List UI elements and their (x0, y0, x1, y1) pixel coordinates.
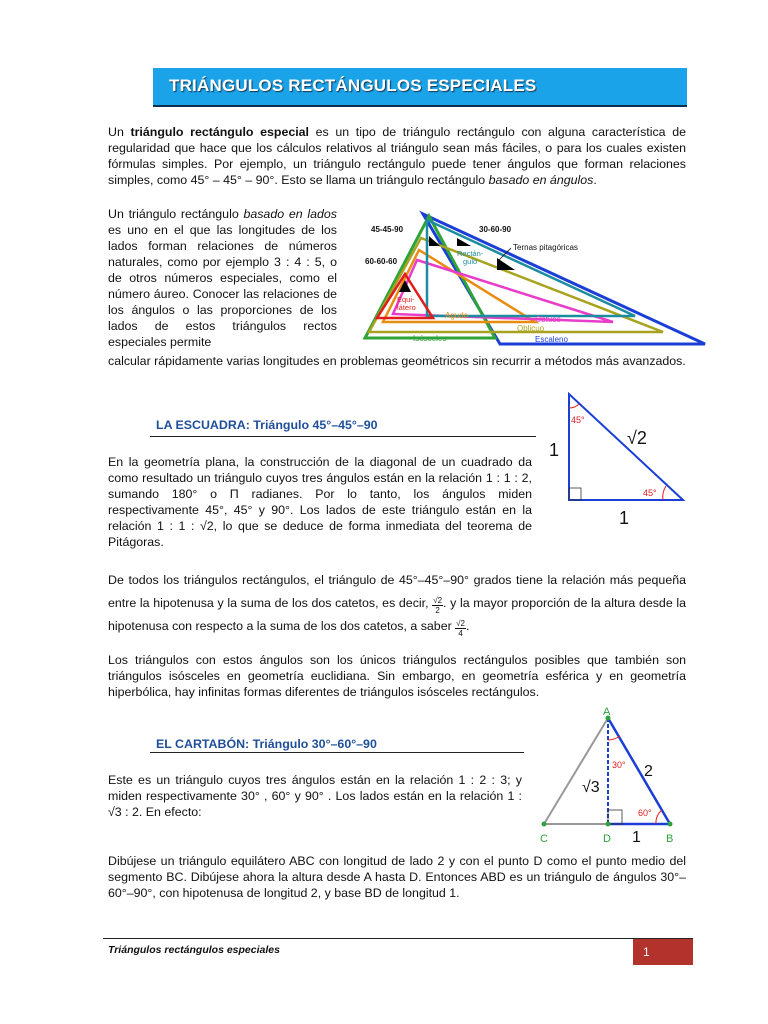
escuadra-figure (545, 388, 690, 528)
angle-top-label: 45° (571, 415, 585, 425)
label-isosceles: Isósceles (413, 334, 447, 343)
sqrt3-label: √3 (582, 779, 600, 796)
triangle-classification-diagram (345, 198, 707, 356)
vertex-b-label: B (666, 833, 674, 845)
fraction-sqrt2-over-4 (455, 619, 466, 638)
side-bottom-label: 1 (619, 508, 630, 528)
p2-part-b: . y la mayor proporción de la altura desde la hipotenusa con respecto a la suma de los dos catetos, a saber (108, 596, 687, 633)
sides-paragraph (108, 206, 337, 350)
label-equilatero-2: látero (397, 303, 416, 312)
section-heading-cartabon: EL CARTABÓN: Triángulo 30°–60°–90 (156, 737, 377, 751)
section-rule (150, 436, 536, 437)
escuadra-paragraph-2 (108, 569, 686, 638)
p2-part-c: . (466, 619, 470, 633)
cartabon-paragraph-2: Dibújese un triángulo equilátero ABC con longitud de lado 2 y con el punto D como el punto medio del segmento BC. Dibújese ahora la altura desde A hasta D. Entonces ABD es un triángulo de ángulos 30°–60°–90°, con hipotenusa de longitud 2, y base BD de longitud 1. (108, 854, 686, 900)
cartabon-paragraph-1: Este es un triángulo cuyos tres ángulos están en la relación 1 : 2 : 3; y miden respectivamente 30° , 60° y 90° . Los lados están en la relación 1 : √3 : 2. En efecto: (108, 773, 522, 819)
fraction-1-numerator: √2 (433, 596, 443, 605)
side-left-label: 1 (549, 440, 560, 460)
sides-post: es uno en el que las longitudes de los lados forman relaciones de números naturales, como por ejemplo 3 : 4 : 5, o de otros números especiales, como el número áureo. Conocer las relaciones de los ángulos o las proporciones de los lados de estos triángulos rectos especiales permite (108, 223, 337, 349)
side-1-label: 1 (632, 829, 641, 846)
escuadra-paragraph-3: Los triángulos con estos ángulos son los únicos triángulos rectángulos posibles que también son triángulos isósceles en geometría euclidiana. Sin embargo, en geometría esférica y en geometría hiperbólica, hay infinitas formas diferentes de triángulos isósceles rectángulos. (108, 653, 686, 699)
p2-part-a: De todos los triángulos rectángulos, el triángulo de 45°–45°–90° grados tiene la relación más pequeña entre la hipotenusa y la suma de los dos catetos, es decir, (108, 573, 686, 610)
title-banner (153, 68, 687, 107)
label-equilatero-1: Equi- (397, 295, 415, 304)
angle-30-label: 30° (612, 760, 626, 770)
label-escaleno: Escaleno (535, 335, 568, 344)
page-number-box (633, 939, 693, 965)
fraction-2-denominator: 4 (458, 629, 463, 638)
intro-italic: basado en ángulos (488, 173, 594, 187)
label-rectangulo-1: Rectán- (457, 249, 484, 258)
angle-right-label: 45° (643, 488, 657, 498)
cartabon-figure (530, 704, 690, 846)
fraction-2-numerator: √2 (456, 619, 465, 628)
section-rule-2 (150, 752, 524, 753)
hypotenuse-label: √2 (627, 428, 647, 448)
page-title: TRIÁNGULOS RECTÁNGULOS ESPECIALES (169, 76, 537, 95)
fraction-1-denominator: 2 (435, 606, 440, 615)
intro-paragraph (108, 124, 686, 188)
intro-post: es un tipo de triángulo rectángulo con alguna característica de regularidad que hace que los cálculos relativos al triángulo sean más fáciles, o para los cuales existen fórmulas simples. Por ejemplo, un triángulo rectángulo puede tener ángulos que forman relaciones simples, como 45° – 45° – 90°. Esto se llama un triángulo rectángulo (108, 125, 686, 187)
footer-title: Triángulos rectángulos especiales (108, 944, 280, 956)
sides-paragraph-tail: calcular rápidamente varias longitudes en problemas geométricos sin recurrir a métodos más avanzados. (108, 354, 686, 368)
label-30-60-90: 30-60-90 (479, 225, 512, 234)
page-number: 1 (643, 945, 650, 959)
vertex-d-label: D (603, 833, 611, 845)
escuadra-paragraph-1: En la geometría plana, la construcción de la diagonal de un cuadrado da como resultado un triángulo cuyos tres ángulos están en la relación 1 : 1 : 2, sumando 180° o Π radianes. Por lo tanto, los ángulos miden respectivamente 45°, 45° y 90°. Los lados de este triángulo están en la relación 1 : 1 : √2, lo que se deduce de forma inmediata del teorema de Pitágoras. (108, 455, 532, 549)
vertex-c-label: C (540, 833, 548, 845)
footer-rule (103, 938, 693, 939)
vertex-a-label: A (603, 706, 611, 718)
sides-pre: Un triángulo rectángulo (108, 207, 244, 221)
label-45-45-90: 45-45-90 (371, 225, 404, 234)
angle-60-label: 60° (638, 808, 652, 818)
section-heading-escuadra: LA ESCUADRA: Triángulo 45°–45°–90 (156, 418, 378, 432)
sides-italic: basado en lados (243, 207, 337, 221)
label-oblicuo: Oblicuo (517, 324, 545, 333)
intro-pre: Un (108, 125, 131, 139)
label-rectangulo-2: gulo (463, 257, 478, 266)
intro-end: . (593, 173, 597, 187)
label-agudo: Agudo (445, 311, 469, 320)
side-2-label: 2 (644, 763, 653, 780)
label-60-60-60: 60-60-60 (365, 257, 398, 266)
label-ternas: Ternas pitagóricas (513, 243, 578, 252)
label-obtuso: Obtuso (535, 315, 561, 324)
fraction-sqrt2-over-2 (432, 596, 443, 615)
intro-bold: triángulo rectángulo especial (130, 125, 309, 139)
